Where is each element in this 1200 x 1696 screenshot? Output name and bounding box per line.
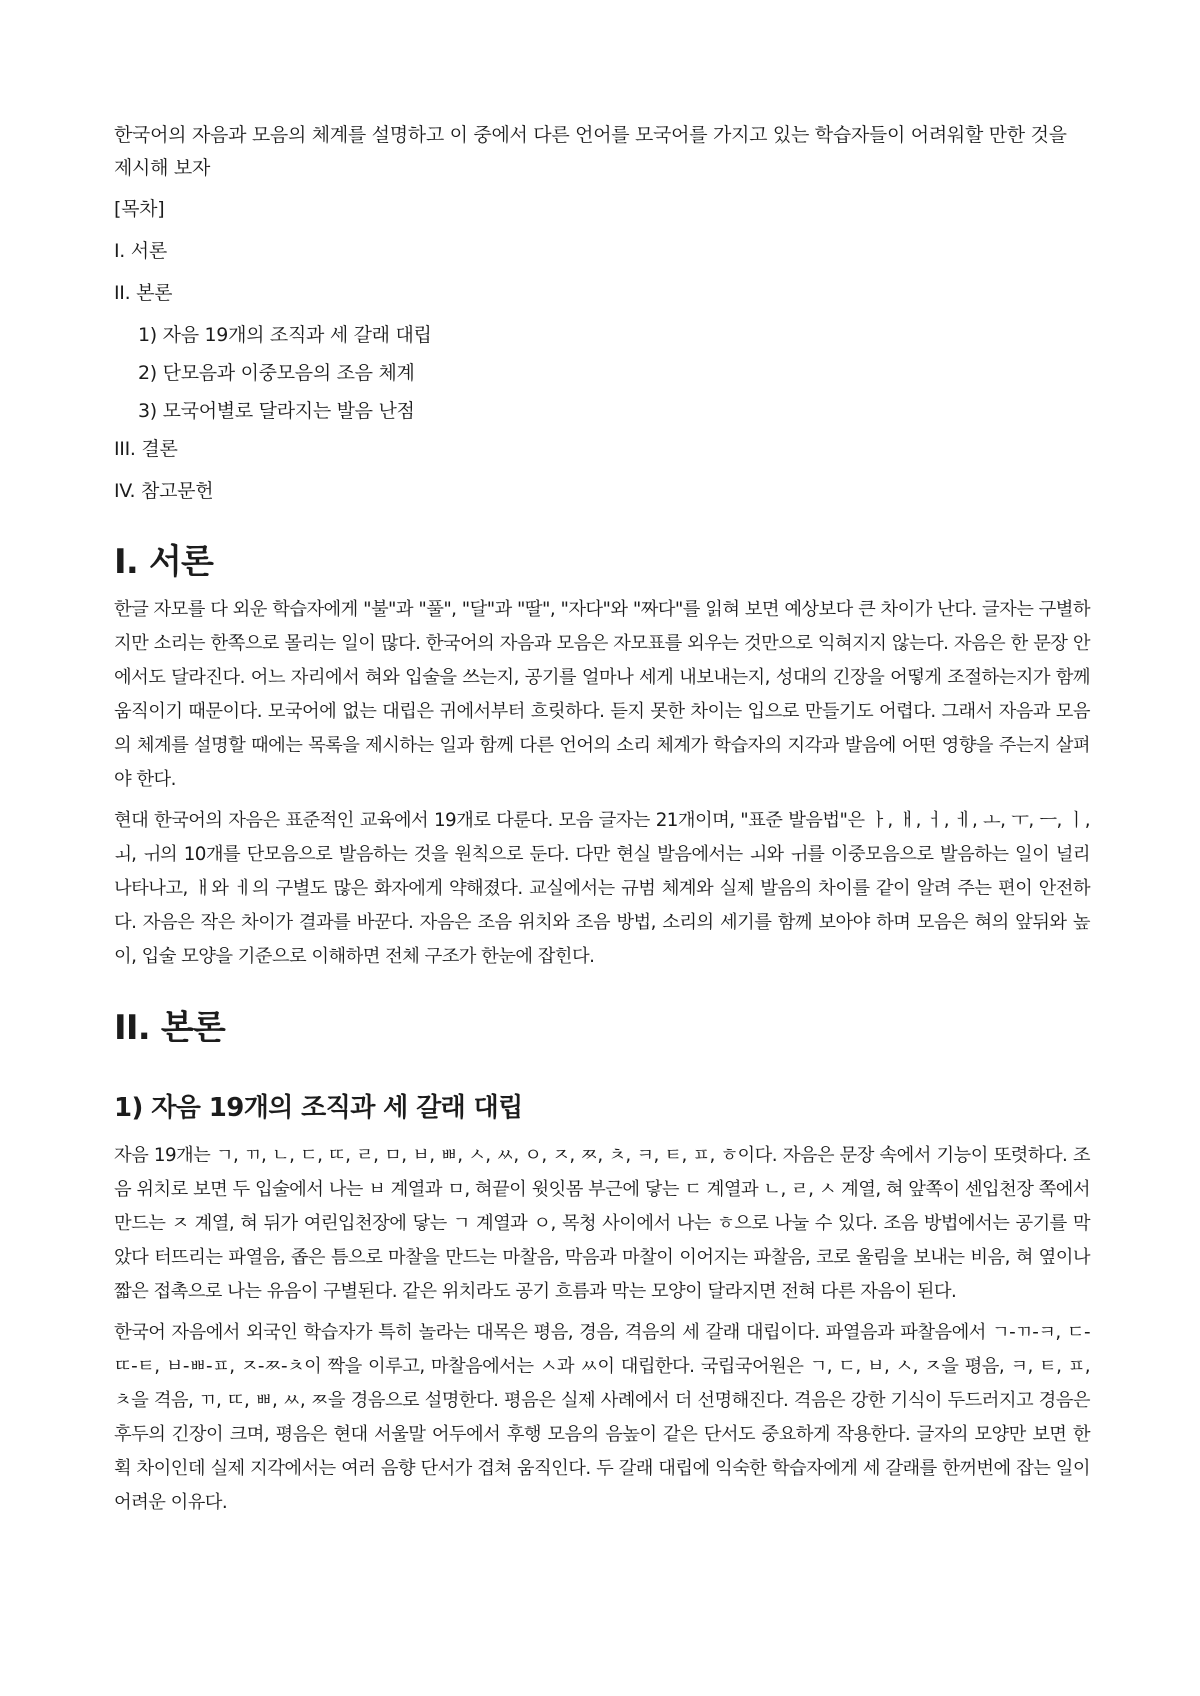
toc-subitem: 2) 단모음과 이중모음의 조음 체계 <box>138 362 415 384</box>
assignment-title: 한국어의 자음과 모음의 체계를 설명하고 이 중에서 다른 언어를 모국어를 가지고 있는 학습자들이 어려워할 만한 것을 제시해 보자 <box>114 124 1067 179</box>
toc-subitem: 3) 모국어별로 달라지는 발음 난점 <box>138 400 415 422</box>
body-paragraph: 자음 19개는 ㄱ, ㄲ, ㄴ, ㄷ, ㄸ, ㄹ, ㅁ, ㅂ, ㅃ, ㅅ, ㅆ, ㅇ, ㅈ, ㅉ, ㅊ, ㅋ, ㅌ, ㅍ, ㅎ이다. 자음은 문장 속에서 기능이 또렷하다. 조음 위치로 보면 두 입술에서 나는 ㅂ 계열과 ㅁ, 혀끝이 윗잇몸 부근에 닿는 ㄷ 계열과 ㄴ, ㄹ, ㅅ 계열, 혀 앞쪽이 센입천장 쪽에서 만드는 ㅈ 계열, 혀 뒤가 여린입천장에 닿는 ㄱ 계열과 ㅇ, 목청 사이에서 나는 ㅎ으로 나눌 수 있다. 조음 방법에서는 공기를 막았다 터뜨리는 파열음, 좁은 틈으로 마찰을 만드는 마찰음, 막음과 마찰이 이어지는 파찰음, 코로 울림을 보내는 비음, 혀 옆이나 짧은 접촉으로 나는 유음이 구별된다. 같은 위치라도 공기 흐름과 막는 모양이 달라지면 전혀 다른 자음이 된다. <box>114 1145 1090 1303</box>
table-of-contents <box>114 193 1090 508</box>
body-paragraph: 현대 한국어의 자음은 표준적인 교육에서 19개로 다룬다. 모음 글자는 21개이며, "표준 발음법"은 ㅏ, ㅐ, ㅓ, ㅔ, ㅗ, ㅜ, ㅡ, ㅣ, ㅚ, ㅟ의 10개를 단모음으로 발음하는 것을 원칙으로 둔다. 다만 현실 발음에서는 ㅚ와 ㅟ를 이중모음으로 발음하는 일이 널리 나타나고, ㅐ와 ㅔ의 구별도 많은 화자에게 약해졌다. 교실에서는 규범 체계와 실제 발음의 차이를 같이 알려 주는 편이 안전하다. 자음은 작은 차이가 결과를 바꾼다. 자음은 조음 위치와 조음 방법, 소리의 세기를 함께 보아야 하며 모음은 혀의 앞뒤와 높이, 입술 모양을 기준으로 이해하면 전체 구조가 한눈에 잡힌다. <box>114 809 1090 967</box>
toc-heading: [목차] <box>114 198 165 220</box>
body-paragraph: 한글 자모를 다 외운 학습자에게 "불"과 "풀", "달"과 "딸", "자다"와 "짜다"를 읽혀 보면 예상보다 큰 차이가 난다. 글자는 구별하지만 소리는 한쪽으로 몰리는 일이 많다. 한국어의 자음과 모음은 자모표를 외우는 것만으로 익혀지지 않는다. 자음은 한 문장 안에서도 달라진다. 어느 자리에서 혀와 입술을 쓰는지, 공기를 얼마나 세게 내보내는지, 성대의 긴장을 어떻게 조절하는지가 함께 움직이기 때문이다. 모국어에 없는 대립은 귀에서부터 흐릿하다. 듣지 못한 차이는 입으로 만들기도 어렵다. 그래서 자음과 모음의 체계를 설명할 때에는 목록을 제시하는 일과 함께 다른 언어의 소리 체계가 학습자의 지각과 발음에 어떤 영향을 주는지 살펴야 한다. <box>114 599 1090 791</box>
section-heading-body: II. 본론 <box>114 1008 225 1049</box>
subsection-heading-consonants: 1) 자음 19개의 조직과 세 갈래 대립 <box>114 1093 523 1124</box>
body-paragraph: 한국어 자음에서 외국인 학습자가 특히 놀라는 대목은 평음, 경음, 격음의 세 갈래 대립이다. 파열음과 파찰음에서 ㄱ-ㄲ-ㅋ, ㄷ-ㄸ-ㅌ, ㅂ-ㅃ-ㅍ, ㅈ-ㅉ-ㅊ이 짝을 이루고, 마찰음에서는 ㅅ과 ㅆ이 대립한다. 국립국어원은 ㄱ, ㄷ, ㅂ, ㅅ, ㅈ을 평음, ㅋ, ㅌ, ㅍ, ㅊ을 격음, ㄲ, ㄸ, ㅃ, ㅆ, ㅉ을 경음으로 설명한다. 평음은 실제 사례에서 더 선명해진다. 격음은 강한 기식이 두드러지고 경음은 후두의 긴장이 크며, 평음은 현대 서울말 어두에서 후행 모음의 음높이 같은 단서도 중요하게 작용한다. 글자의 모양만 보면 한 획 차이인데 실제 지각에서는 여러 음향 단서가 겹쳐 움직인다. 두 갈래 대립에 익숙한 학습자에게 세 갈래를 한꺼번에 잡는 일이 어려운 이유다. <box>114 1321 1090 1513</box>
toc-item: IV. 참고문헌 <box>114 480 214 502</box>
toc-item: II. 본론 <box>114 282 173 304</box>
toc-item: I. 서론 <box>114 240 167 262</box>
toc-item: III. 결론 <box>114 438 178 460</box>
toc-subitem: 1) 자음 19개의 조직과 세 갈래 대립 <box>138 324 432 346</box>
section-heading-introduction: I. 서론 <box>114 542 214 582</box>
